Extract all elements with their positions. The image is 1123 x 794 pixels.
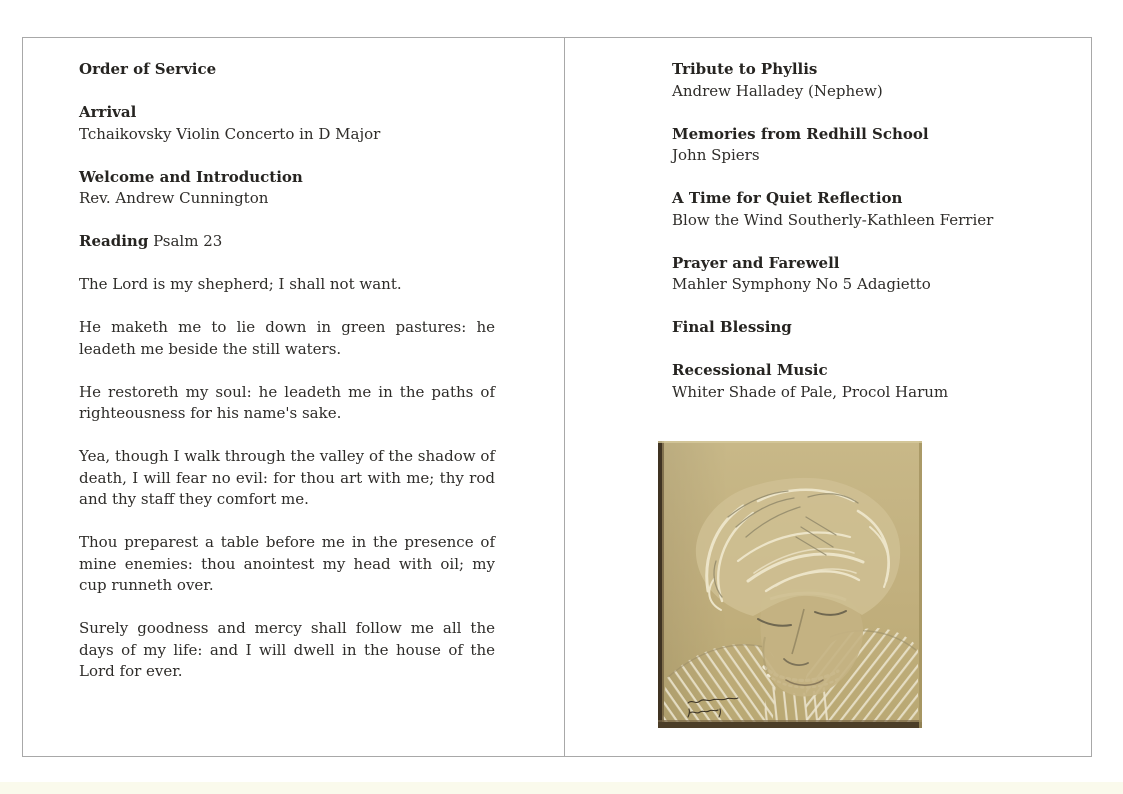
psalm-verse: He restoreth my soul: he leadeth me in the paths of righteousness for his name's sake.: [79, 382, 495, 422]
item-detail: Psalm 23: [153, 232, 223, 250]
item-heading: Prayer and Farewell: [672, 253, 840, 272]
item-detail: Whiter Shade of Pale, Procol Harum: [672, 382, 949, 401]
item-detail: Mahler Symphony No 5 Adagietto: [672, 275, 931, 293]
psalm-verse: Yea, though I walk through the valley of the shadow of death, I will fear no evil: for thou art with me; thy rod and thy staff they comfort me.: [79, 447, 495, 508]
service-item: [672, 124, 1082, 167]
item-detail: John Spiers: [672, 146, 760, 164]
item-heading: Memories from Redhill School: [672, 124, 929, 143]
item-detail: Rev. Andrew Cunnington: [79, 189, 269, 207]
item-heading: Reading: [79, 232, 149, 250]
service-item: [79, 231, 495, 253]
service-item: [79, 167, 495, 210]
psalm-verse: The Lord is my shepherd; I shall not want.: [79, 275, 402, 293]
item-detail: Andrew Halladey (Nephew): [672, 81, 883, 100]
item-heading: Final Blessing: [672, 318, 792, 336]
item-heading: Recessional Music: [672, 361, 828, 379]
service-sheet: [22, 37, 1092, 757]
column-divider: [564, 38, 565, 756]
service-item: [672, 59, 1082, 102]
item-heading: A Time for Quiet Reflection: [672, 189, 903, 207]
page-title: Order of Service: [79, 60, 217, 78]
left-column: [79, 38, 495, 704]
psalm-verse: Surely goodness and mercy shall follow me all the days of my life: and I will dwell in the house of the Lord for ever.: [79, 619, 495, 680]
service-item: [79, 102, 495, 145]
portrait-image: [658, 441, 922, 728]
service-item: [672, 188, 1082, 231]
item-detail: Tchaikovsky Violin Concerto in D Major: [79, 124, 381, 143]
right-column: [672, 38, 1082, 425]
item-detail: Blow the Wind Southerly-Kathleen Ferrier: [672, 210, 994, 229]
psalm-verse: He maketh me to lie down in green pastures: he leadeth me beside the still waters.: [79, 318, 495, 358]
service-item: [672, 253, 1082, 296]
service-item: [672, 360, 1082, 403]
item-heading: Tribute to Phyllis: [672, 60, 818, 78]
psalm-verse: Thou preparest a table before me in the presence of mine enemies: thou anointest my head with oil; my cup runneth over.: [79, 533, 495, 594]
item-heading: Welcome and Introduction: [79, 167, 303, 186]
item-heading: Arrival: [79, 103, 137, 121]
scan-edge-strip: [0, 782, 1123, 794]
service-item: [672, 317, 1082, 339]
